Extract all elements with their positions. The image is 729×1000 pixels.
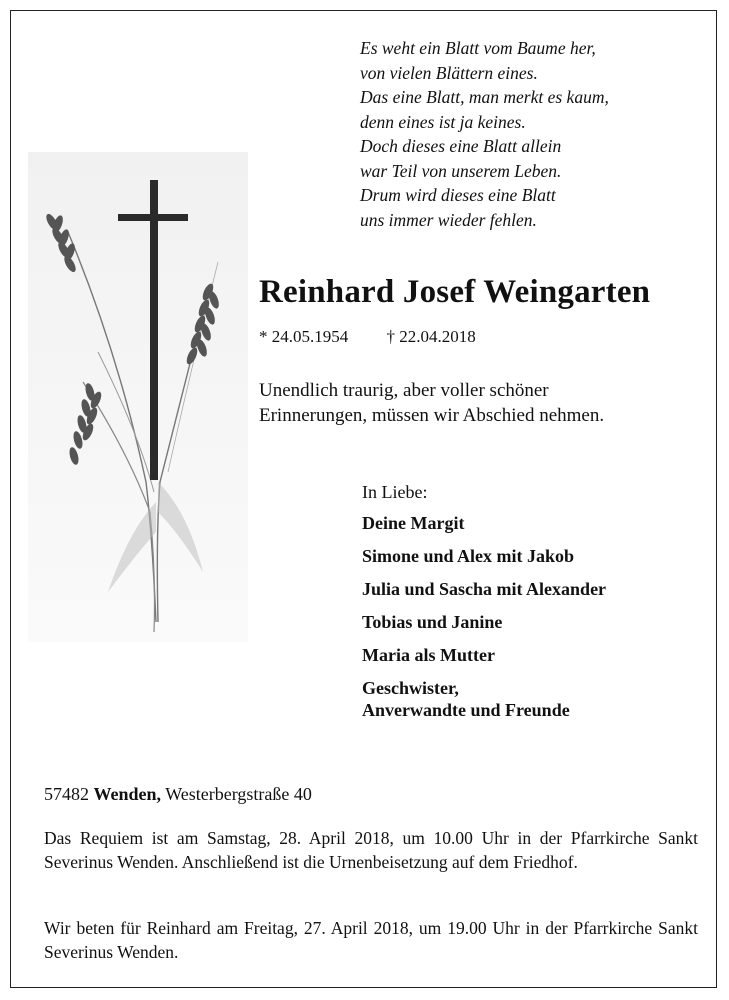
requiem-notice: Das Requiem ist am Samstag, 28. April 2018, um 10.00 Uhr in der Pfarrkirche Sankt Severinus Wenden. Anschließend ist die Urnenbeisetzung auf dem Friedhof. bbox=[44, 828, 698, 872]
family-member-line: Anverwandte und Freunde bbox=[362, 700, 570, 720]
deceased-name: Reinhard Josef Weingarten bbox=[259, 274, 651, 310]
prayer-notice: Wir beten für Reinhard am Freitag, 27. April 2018, um 19.00 Uhr in der Pfarrkirche Sankt Severinus Wenden. bbox=[44, 918, 698, 962]
address-street: Westerbergstraße 40 bbox=[165, 784, 312, 804]
address bbox=[44, 784, 312, 805]
life-dates bbox=[259, 327, 476, 347]
intro-text bbox=[259, 378, 699, 428]
family-member: Simone und Alex mit Jakob bbox=[362, 546, 575, 566]
intro-line: Erinnerungen, müssen wir Abschied nehmen. bbox=[259, 405, 605, 426]
family-label: In Liebe: bbox=[362, 482, 428, 502]
address-town: Wenden, bbox=[93, 784, 162, 804]
poem-line: Drum wird dieses eine Blatt bbox=[360, 185, 556, 205]
family-member: Deine Margit bbox=[362, 513, 465, 533]
poem-line: denn eines ist ja keines. bbox=[360, 111, 526, 132]
cross-wheat-icon bbox=[28, 152, 248, 642]
family-list bbox=[362, 480, 702, 732]
poem-line: war Teil von unserem Leben. bbox=[360, 160, 562, 181]
poem-line: von vielen Blättern eines. bbox=[360, 62, 538, 83]
poem bbox=[360, 36, 700, 232]
family-member-line: Geschwister, bbox=[362, 678, 459, 698]
poem-line: Das eine Blatt, man merkt es kaum, bbox=[360, 87, 609, 107]
address-zip: 57482 bbox=[44, 784, 89, 804]
death-date: † 22.04.2018 bbox=[386, 327, 476, 346]
poem-line: Doch dieses eine Blatt allein bbox=[360, 136, 562, 156]
family-member: Julia und Sascha mit Alexander bbox=[362, 579, 607, 599]
intro-line: Unendlich traurig, aber voller schöner bbox=[259, 380, 549, 401]
family-member-extended bbox=[362, 677, 702, 721]
poem-line: uns immer wieder fehlen. bbox=[360, 209, 537, 230]
family-member: Tobias und Janine bbox=[362, 612, 503, 632]
cross-wheat-illustration bbox=[28, 152, 248, 642]
birth-date: * 24.05.1954 bbox=[259, 327, 349, 346]
poem-line: Es weht ein Blatt vom Baume her, bbox=[360, 38, 596, 58]
family-member: Maria als Mutter bbox=[362, 645, 495, 665]
